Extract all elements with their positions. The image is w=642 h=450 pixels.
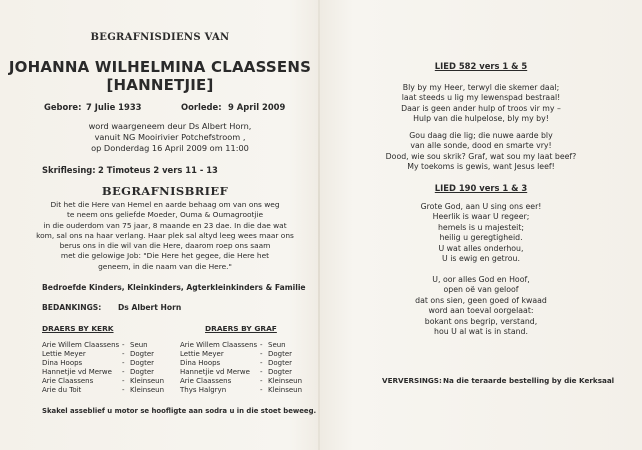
dash: - [260,386,263,394]
thanks-name: Ds Albert Horn [118,303,182,312]
church-bearers-dashes [122,341,125,395]
service-line: op Donderdag 16 April 2009 om 11:00 [91,143,249,153]
service-line: word waargeneem deur Ds Albert Horn, [88,121,252,131]
dash: - [260,377,263,385]
scripture-label: Skriflesing: [42,165,96,175]
brief-line: met die gelowige Job: "Die Here het gegee, die Here het [60,251,270,261]
bearer-name: Arie Claassens [42,377,94,385]
church-bearers-names [42,341,119,395]
hymn-line: My toekoms is gewis, want Jesus leef! [407,162,555,172]
brief-line: berus ons in die wil van die Here, daarom roep ons saam [59,241,271,251]
refresh-label: VERVERSINGS: [382,376,442,385]
dash: - [122,368,125,376]
hymn-line: Heerlik is waar U regeer; [432,212,530,222]
bearer-relation: Dogter [268,359,293,367]
hymn-line: Daar is geen ander hulp of troos vir my – [401,103,561,113]
family-line: Bedroefde Kinders, Kleinkinders, Agterkleinkinders & Familie [42,283,306,292]
hymn1-title: LIED 582 vers 1 & 5 [434,61,528,71]
grave-bearers-names [180,341,257,395]
hymn-line: Gou daag die lig; die nuwe aarde bly [409,131,553,140]
brief-line: te neem ons geliefde Moeder, Ouma & Oumagrootjie [66,210,264,220]
hymn2-verse2 [320,275,642,337]
dash: - [122,359,125,367]
grave-bearers-relations [268,341,302,395]
bearer-name: Dina Hoops [42,359,83,367]
bearer-relation: Dogter [268,368,293,376]
born-label: Gebore: [44,102,82,112]
hymn-line: word aan toeval oorgelaat: [428,306,534,316]
bearer-name: Thys Halgryn [180,386,227,394]
bearer-name: Arie Claassens [180,377,232,385]
hymn-line: U is ewig en getrou. [442,254,520,264]
dash: - [122,386,125,394]
dash: - [122,341,125,349]
dash: - [260,359,263,367]
bearer-relation: Kleinseun [130,377,165,385]
dash: - [122,377,125,385]
deceased-name: JOHANNA WILHELMINA CLAASSENS [8,58,312,76]
grave-bearers-title: DRAERS BY GRAF [205,324,277,333]
bearer-name: Hannetjie vd Merwe [42,368,112,376]
bearer-relation: Dogter [130,368,155,376]
thanks-label: BEDANKINGS: [42,303,102,312]
brief-text [0,200,330,272]
hymn-line: hemels is u majesteit; [437,222,525,232]
hymn1-verse1 [320,83,642,125]
bearer-name: Arie Willem Claassens [42,341,120,349]
hymn-line: laat steeds u lig my lewenspad bestraal! [401,93,561,103]
brief-line: Dit het die Here van Hemel en aarde behaag om van ons weg [50,200,280,209]
brief-line: geneem, in die naam van die Here." [98,261,232,271]
hymn-line: Dood, wie sou skrik? Graf, wat sou my laat beef? [385,151,577,161]
bearer-relation: Kleinseun [130,386,165,394]
bearer-name: Arie Willem Claassens [180,341,258,349]
dash: - [260,368,263,376]
church-bearers-relations [130,341,164,395]
hymn-line: dat ons sien, geen goed of kwaad [415,295,547,305]
bearer-relation: Kleinseun [268,377,303,385]
brief-line: in die ouderdom van 75 jaar, 8 maande en 23 dae. In die dae wat [43,220,287,230]
bearer-relation: Dogter [130,350,155,358]
hymn-line: van alle sonde, dood en smarte vry! [410,141,552,151]
bearer-name: Dina Hoops [180,359,221,367]
hymn2-title: LIED 190 vers 1 & 3 [434,183,528,193]
dash: - [260,350,263,358]
bearer-relation: Seun [268,341,286,349]
service-line: vanuit NG Mooirivier Potchefstroom , [94,132,246,142]
hymn-line: U wat alles onderhou, [438,243,524,253]
church-bearers-title: DRAERS BY KERK [42,324,114,333]
bearer-relation: Dogter [268,350,293,358]
died-label: Oorlede: [181,102,222,112]
bearer-name: Arie du Toit [42,386,82,394]
dash: - [122,350,125,358]
dash: - [260,341,263,349]
refresh-text: Na die teraarde bestelling by die Kerksaal [443,376,615,385]
bearer-relation: Dogter [130,359,155,367]
bearer-name: Lettie Meyer [180,350,224,358]
deceased-nickname: [HANNETJIE] [106,76,214,94]
hymn1-verse2 [320,131,642,173]
born-date: 7 Julie 1933 [86,102,142,112]
bearer-relation: Seun [130,341,148,349]
brief-title: BEGRAFNISBRIEF [101,184,229,198]
hymn-line: Grote God, aan U sing ons eer! [420,202,542,211]
bearer-relation: Kleinseun [268,386,303,394]
hymn-line: hou U al wat is in stand. [434,327,528,337]
hymn-line: open oë van geloof [443,285,519,295]
hymn2-verse1 [320,202,642,264]
bearer-name: Lettie Meyer [42,350,86,358]
brief-line: kom, sal ons na haar verlang. Haar plek sal altyd leeg wees maar ons [36,230,294,240]
footer-note: Skakel asseblief u motor se hoofligte aan sodra u in die stoet beweeg. [42,407,317,415]
grave-bearers-dashes [260,341,263,395]
died-date: 9 April 2009 [228,102,286,112]
scripture-refs: 2 Timoteus 2 vers 11 - 13 [98,165,218,175]
service-header: BEGRAFNISDIENS VAN [90,32,230,43]
bearer-name: Hannetjie vd Merwe [180,368,250,376]
hymn-line: U, oor alles God en Hoof, [432,275,530,284]
hymn-line: Bly by my Heer, terwyl die skemer daal; [402,83,560,92]
hymn-line: heilig u geregtigheid. [439,233,523,243]
hymn-line: bokant ons begrip, verstand, [424,316,538,326]
hymn-line: Hulp van die hulpelose, bly my by! [413,114,549,124]
